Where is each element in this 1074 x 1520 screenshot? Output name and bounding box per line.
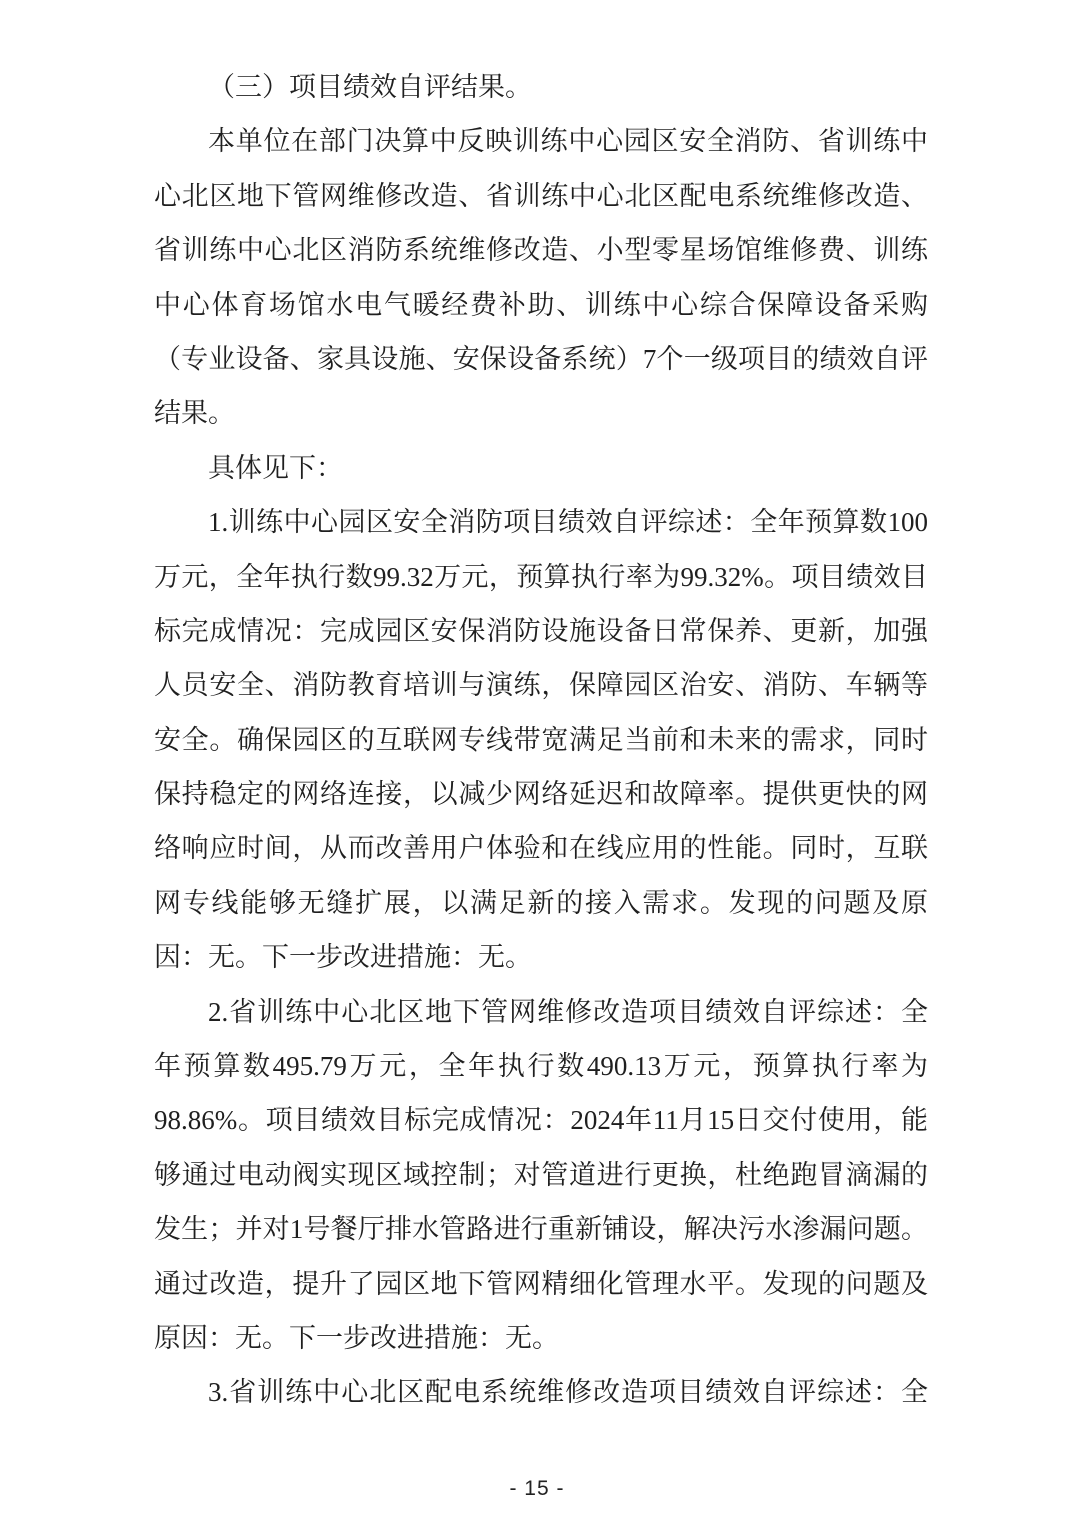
text-line: 络响应时间，从而改善用户体验和在线应用的性能。同时，互联 (154, 833, 928, 864)
text-body (154, 60, 928, 1420)
text-line: 原因：无。下一步改进措施：无。 (154, 1322, 559, 1353)
text-line: 万元，全年执行数99.32万元，预算执行率为99.32%。项目绩效目 (154, 561, 928, 592)
text-line: 3.省训练中心北区配电系统维修改造项目绩效自评综述：全 (208, 1377, 928, 1408)
text-line: 发生；并对1号餐厅排水管路进行重新铺设，解决污水渗漏问题。 (154, 1214, 928, 1245)
text-line: 具体见下： (208, 452, 343, 483)
text-line: 年预算数495.79万元，全年执行数490.13万元，预算执行率为 (154, 1051, 928, 1082)
text-line: 1.训练中心园区安全消防项目绩效自评综述：全年预算数100 (208, 507, 928, 538)
text-line: 因：无。下一步改进措施：无。 (154, 942, 532, 973)
text-line: 安全。确保园区的互联网专线带宽满足当前和未来的需求，同时 (154, 724, 928, 755)
text-line: 人员安全、消防教育培训与演练，保障园区治安、消防、车辆等 (154, 670, 928, 701)
text-line: 网专线能够无缝扩展，以满足新的接入需求。发现的问题及原 (154, 887, 928, 918)
text-line: 省训练中心北区消防系统维修改造、小型零星场馆维修费、训练 (154, 235, 928, 266)
text-line: 结果。 (154, 398, 235, 429)
text-line: 中心体育场馆水电气暖经费补助、训练中心综合保障设备采购 (154, 289, 928, 320)
text-line: 够通过电动阀实现区域控制；对管道进行更换，杜绝跑冒滴漏的 (154, 1159, 928, 1190)
page-number: - 15 - (509, 1477, 565, 1500)
text-line: 2.省训练中心北区地下管网维修改造项目绩效自评综述：全 (208, 996, 928, 1027)
section-heading: （三）项目绩效自评结果。 (208, 72, 532, 102)
text-line: 通过改造，提升了园区地下管网精细化管理水平。发现的问题及 (154, 1268, 928, 1299)
text-line: 保持稳定的网络连接，以减少网络延迟和故障率。提供更快的网 (154, 779, 928, 810)
text-line: 98.86%。项目绩效目标完成情况：2024年11月15日交付使用，能 (154, 1105, 928, 1136)
text-line: 标完成情况：完成园区安保消防设施设备日常保养、更新，加强 (154, 615, 928, 646)
text-line: 心北区地下管网维修改造、省训练中心北区配电系统维修改造、 (154, 180, 928, 211)
text-line: 本单位在部门决算中反映训练中心园区安全消防、省训练中 (208, 126, 928, 157)
text-line: （专业设备、家具设施、安保设备系统）7个一级项目的绩效自评 (154, 343, 928, 374)
